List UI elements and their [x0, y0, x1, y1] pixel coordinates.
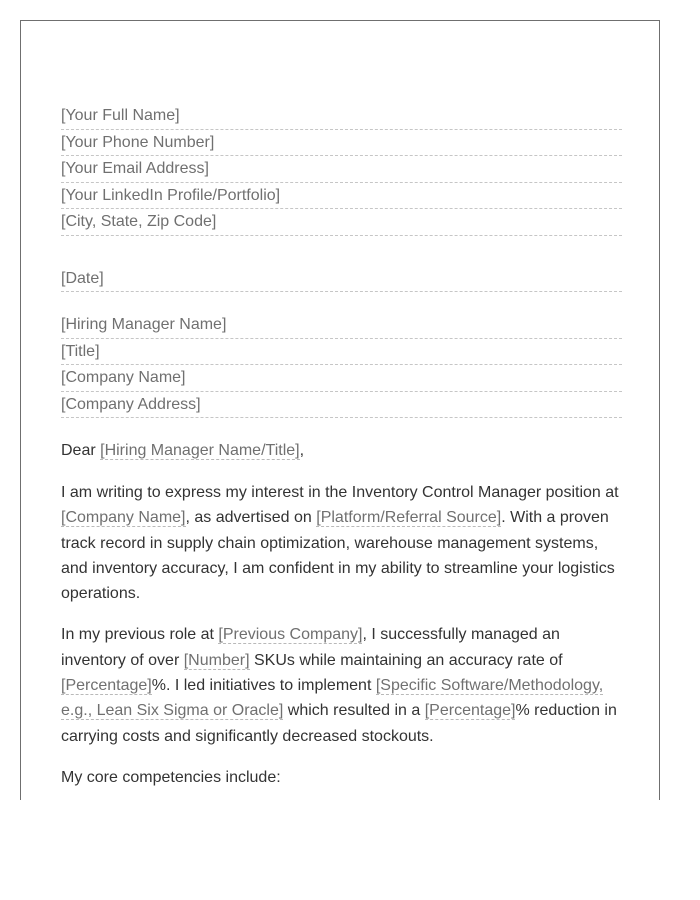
paragraph-text: In my previous role at — [61, 626, 219, 644]
recipient-company-name[interactable]: [Company Name] — [61, 365, 622, 392]
salutation-prefix: Dear — [61, 442, 101, 459]
paragraph-text: % reduction in carrying costs and significantly decreased stockouts. — [61, 702, 617, 745]
paragraph-competencies: My core competencies include: — [61, 768, 281, 786]
sender-full-name[interactable]: [Your Full Name] — [61, 103, 622, 130]
spacer — [61, 236, 622, 266]
salutation-placeholder[interactable]: [Hiring Manager Name/Title] — [100, 442, 300, 459]
paragraph-text: , I successfully managed an inventory of over — [61, 626, 560, 669]
placeholder-number[interactable]: [Number] — [183, 651, 250, 669]
recipient-manager-name[interactable]: [Hiring Manager Name] — [61, 312, 622, 339]
placeholder-previous-company[interactable]: [Previous Company] — [218, 626, 363, 644]
spacer — [61, 463, 622, 480]
recipient-title[interactable]: [Title] — [61, 339, 622, 366]
placeholder-percentage[interactable]: [Percentage] — [61, 677, 152, 695]
placeholder-percentage[interactable]: [Percentage] — [424, 702, 516, 720]
recipient-company-address[interactable]: [Company Address] — [61, 392, 622, 419]
salutation-suffix: , — [299, 442, 305, 459]
spacer — [61, 749, 622, 765]
sender-linkedin[interactable]: [Your LinkedIn Profile/Portfolio] — [61, 183, 622, 210]
paragraph-text: which resulted in a — [283, 702, 425, 720]
paragraph-text: . With a proven track record in supply chain optimization, warehouse management systems, and inventory accuracy, I am confident in my ability to streamline your logistics operations. — [61, 509, 615, 603]
letter-content — [61, 103, 622, 790]
placeholder-company-name[interactable]: [Company Name] — [61, 509, 186, 527]
spacer — [61, 418, 622, 438]
letter-date[interactable]: [Date] — [61, 266, 622, 293]
sender-email[interactable]: [Your Email Address] — [61, 156, 622, 183]
paragraph-text: , as advertised on — [185, 509, 317, 527]
paragraph-text: SKUs while maintaining an accuracy rate of — [249, 651, 563, 669]
paragraph-interest — [61, 480, 622, 606]
paragraph-text: I am writing to express my interest in the Inventory Control Manager position at — [61, 484, 619, 501]
paragraph-text: %. I led initiatives to implement — [151, 677, 376, 695]
spacer — [61, 292, 622, 312]
sender-phone[interactable]: [Your Phone Number] — [61, 130, 622, 157]
placeholder-software-methodology[interactable]: [Specific Software/Methodology, e.g., Lean Six Sigma or Oracle] — [61, 677, 604, 720]
paragraph-experience — [61, 622, 622, 748]
spacer — [61, 606, 622, 622]
letter-page — [20, 20, 660, 800]
salutation — [61, 438, 622, 463]
placeholder-platform-source[interactable]: [Platform/Referral Source] — [316, 509, 502, 527]
sender-location[interactable]: [City, State, Zip Code] — [61, 209, 622, 236]
